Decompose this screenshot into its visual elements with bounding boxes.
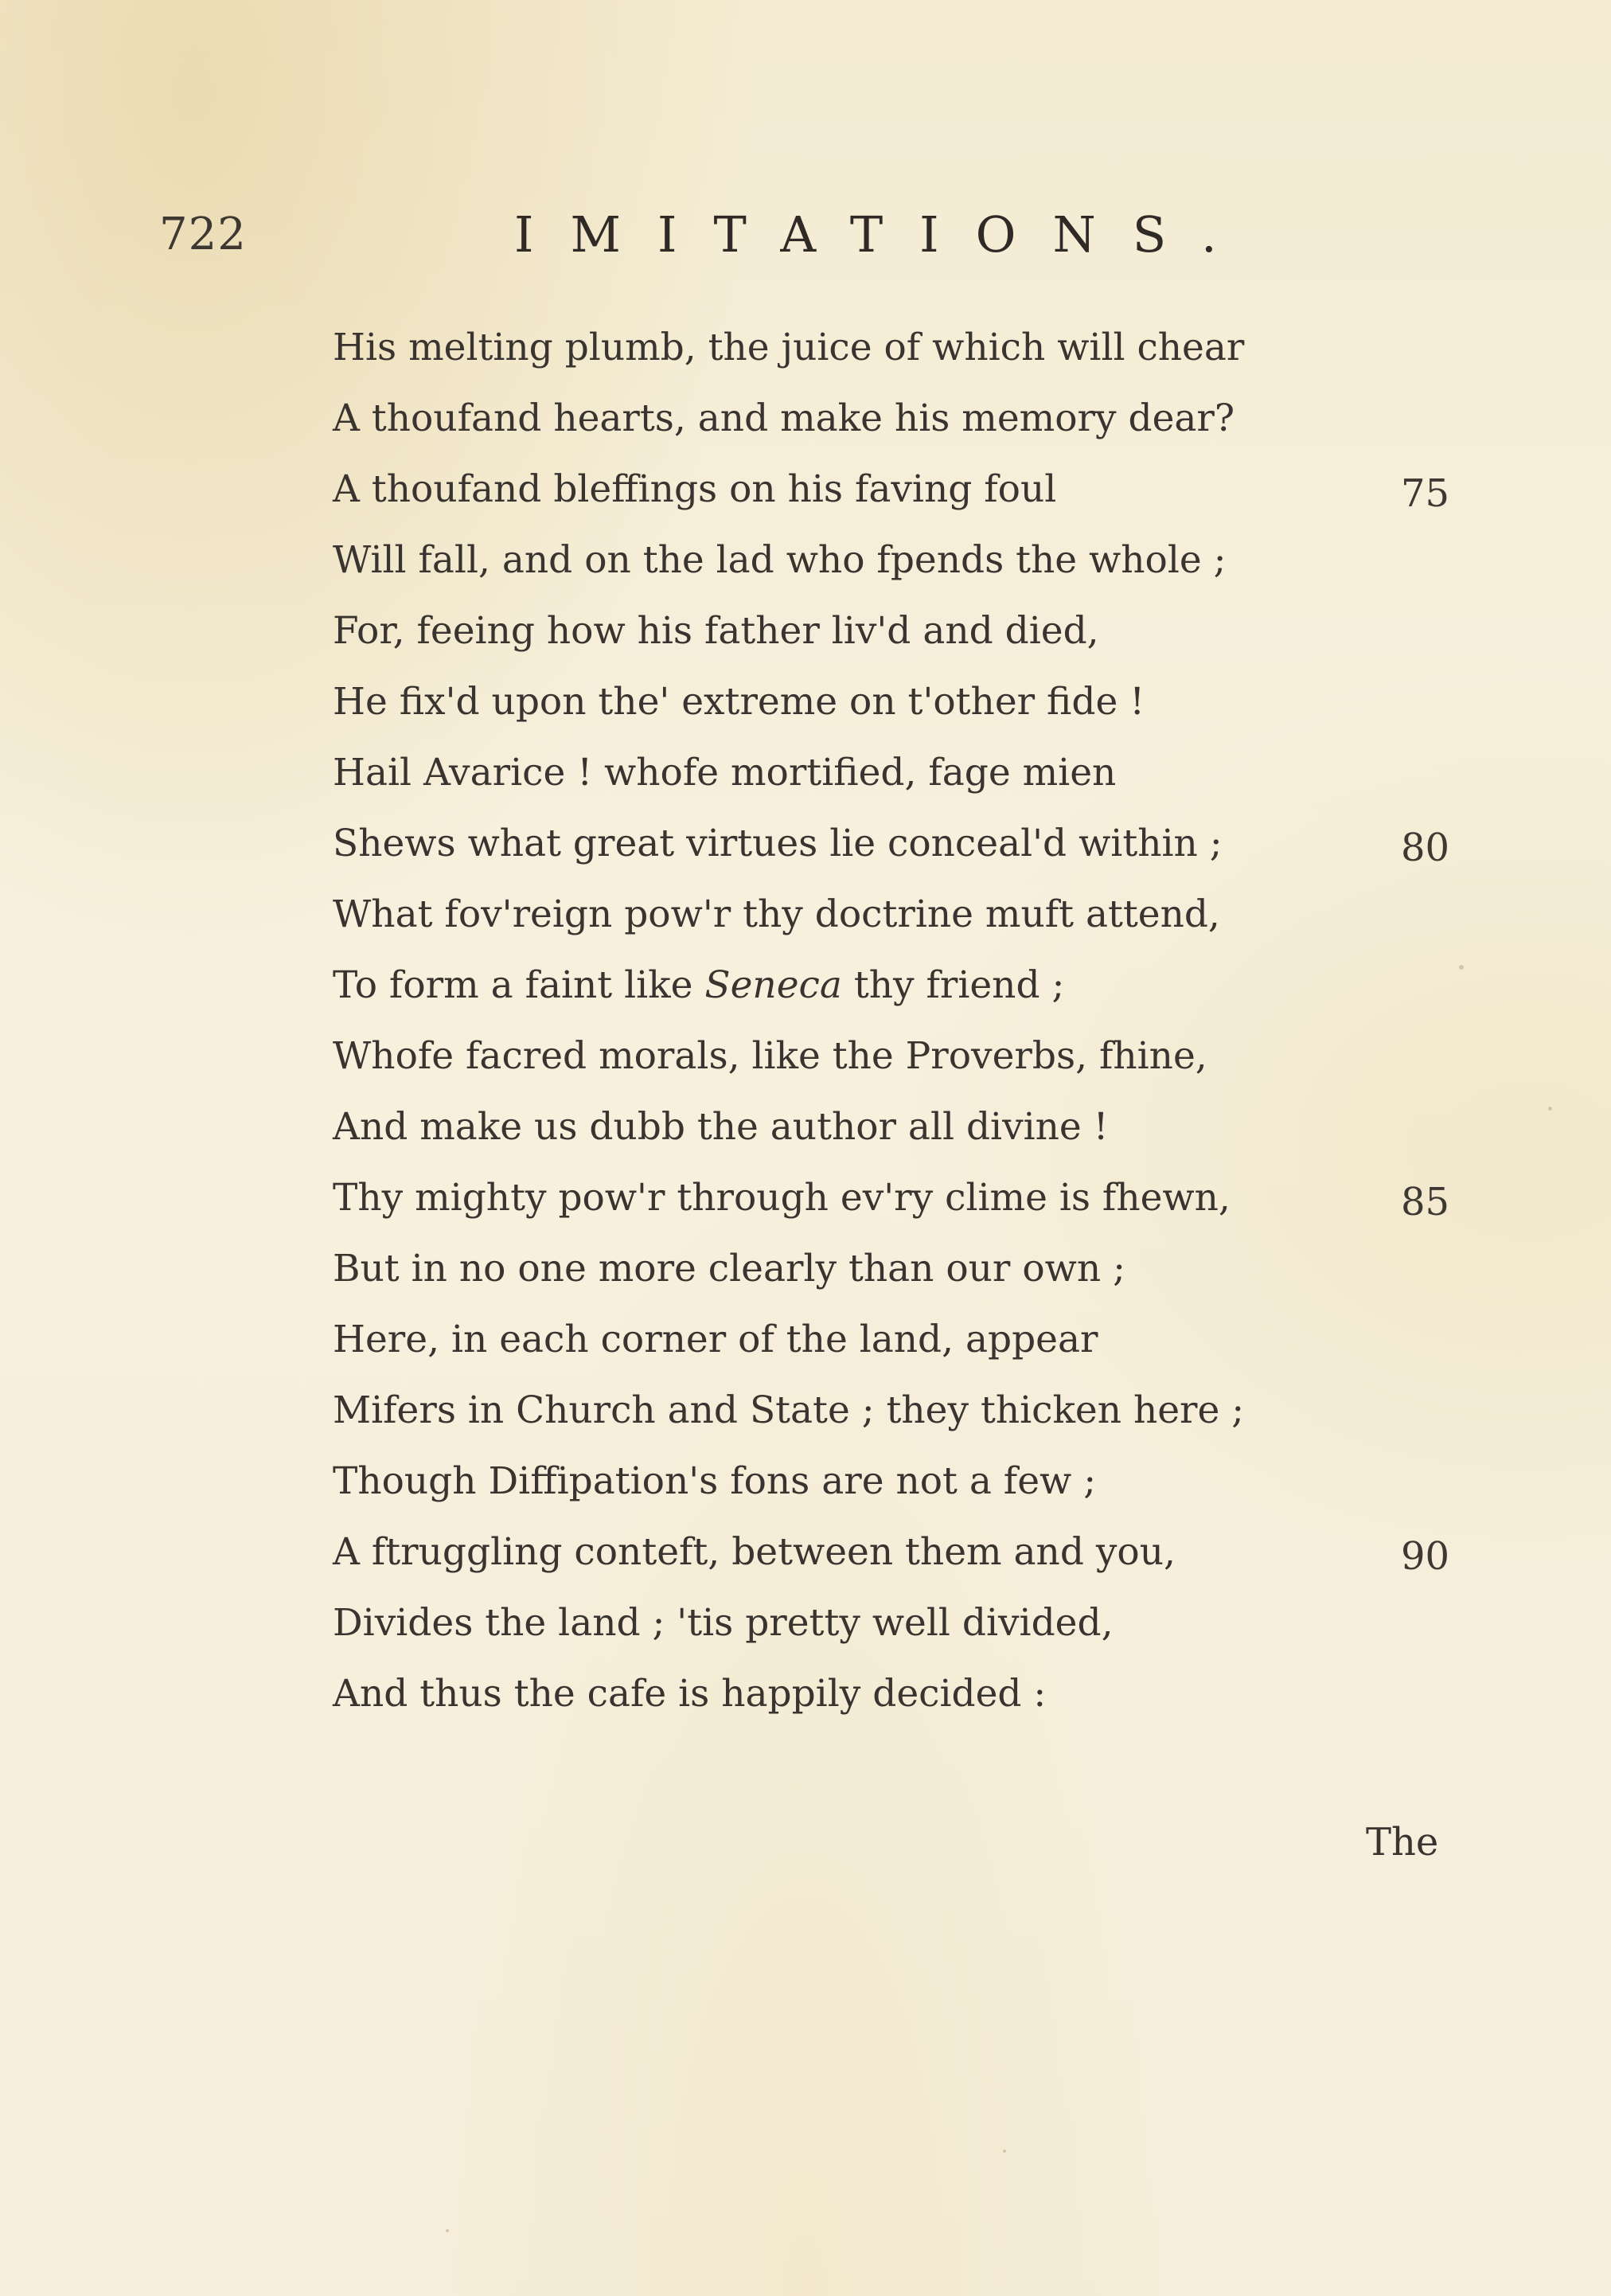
poem-line: A thoufand bleffings on his faving foul: [333, 467, 1057, 511]
poem-text: [333, 312, 1367, 1729]
line-number: 75: [1401, 471, 1450, 516]
poem-line: Divides the land ; 'tis pretty well divided,: [333, 1601, 1114, 1645]
paper-speck: [1548, 1107, 1552, 1111]
poem-line: Shews what great virtues lie conceal'd within ;: [333, 822, 1223, 865]
poem-line: He fix'd upon the' extreme on t'other fide !: [333, 680, 1145, 724]
poem-line: Hail Avarice ! whofe mortified, fage mien: [333, 751, 1117, 795]
poem-line: And make us dubb the author all divine !: [333, 1105, 1109, 1149]
paper-speck: [1459, 965, 1464, 970]
poem-line: A ftruggling conteft, between them and you,: [333, 1530, 1176, 1574]
poem-line: Here, in each corner of the land, appear: [333, 1318, 1098, 1361]
poem-line: His melting plumb, the juice of which will chear: [333, 326, 1245, 369]
poem-line: A thoufand hearts, and make his memory dear?: [333, 396, 1235, 440]
poem-line: For, feeing how his father liv'd and died,: [333, 609, 1099, 653]
poem-line: Thy mighty pow'r through ev'ry clime is fhewn,: [333, 1176, 1231, 1220]
poem-line: What fov'reign pow'r thy doctrine muft attend,: [333, 892, 1220, 936]
italic-name: Seneca: [704, 963, 842, 1007]
catchword: The: [1366, 1820, 1439, 1865]
poem-line: To form a faint like Seneca thy friend ;: [333, 963, 1065, 1007]
line-number: 80: [1401, 826, 1450, 870]
poem-line: But in no one more clearly than our own ;: [333, 1247, 1125, 1291]
line-number: 90: [1401, 1534, 1450, 1579]
paper-speck: [446, 2229, 449, 2232]
poem-line: And thus the cafe is happily decided :: [333, 1672, 1047, 1716]
poem-line: Whofe facred morals, like the Proverbs, fhine,: [333, 1034, 1207, 1078]
poem-line: Though Diffipation's fons are not a few ;: [333, 1459, 1097, 1503]
running-head: IMITATIONS.: [514, 205, 1254, 264]
line-number: 85: [1401, 1180, 1450, 1224]
page-number: 722: [159, 209, 247, 260]
paper-speck: [1003, 2150, 1006, 2153]
poem-line: Mifers in Church and State ; they thicken here ;: [333, 1388, 1245, 1432]
poem-line: Will fall, and on the lad who fpends the whole ;: [333, 538, 1227, 582]
